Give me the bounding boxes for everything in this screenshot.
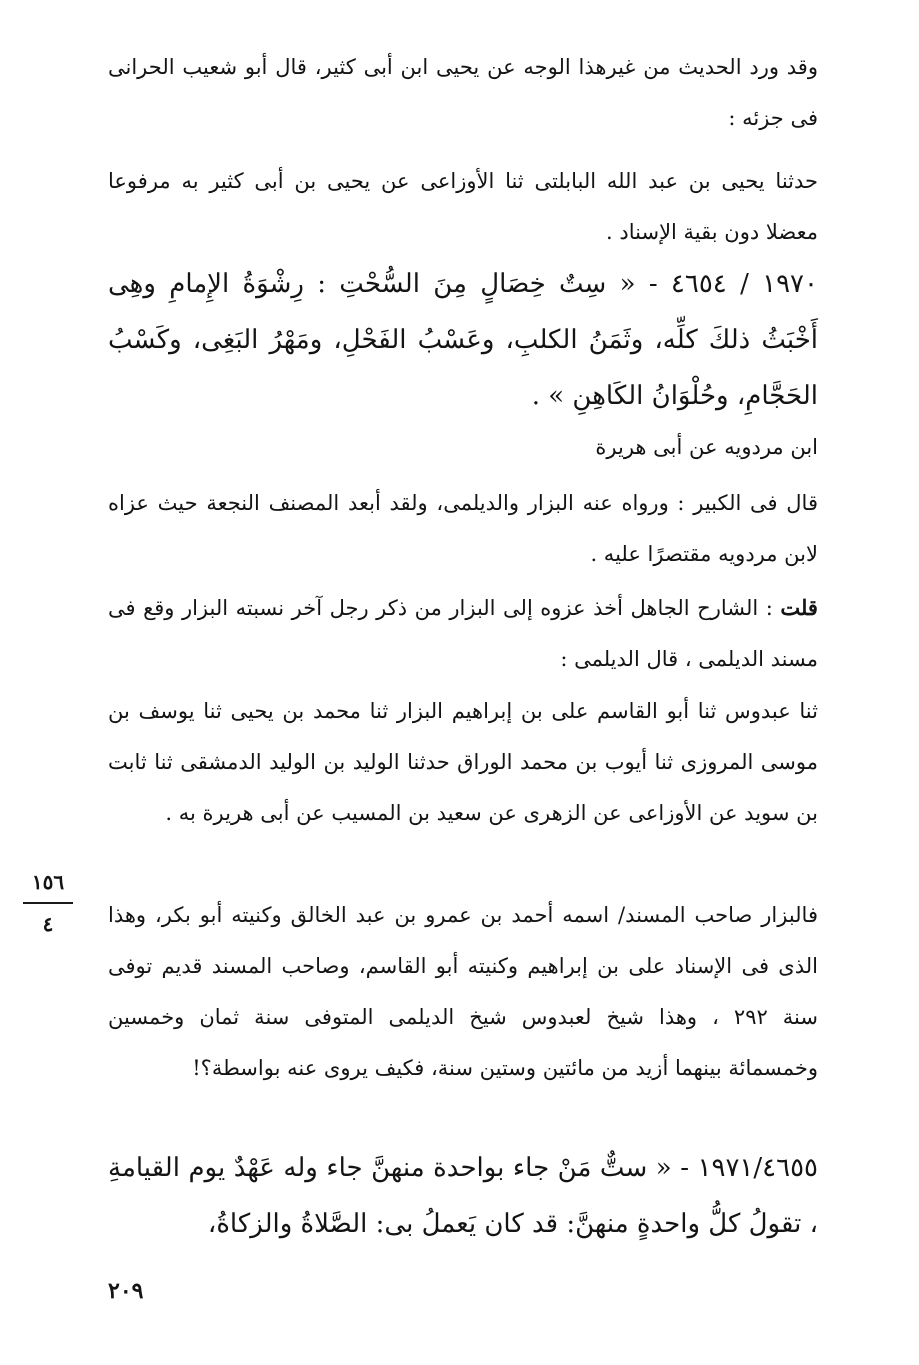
paragraph-chain-1: حدثنا يحيى بن عبد الله البابلتى ثنا الأوزاعى عن يحيى بن أبى كثير به مرفوعا معضلا دون بقية الإسناد . bbox=[108, 169, 818, 244]
page-number: ٢٠٩ bbox=[108, 1278, 144, 1304]
paragraph-kabir: قال فى الكبير : ورواه عنه البزار والديلمى، ولقد أبعد المصنف النجعة حيث عزاه لابن مردويه مقتصرًا عليه . bbox=[108, 491, 818, 566]
text-column bbox=[108, 0, 818, 1365]
hadith-1971: ١٩٧١/٤٦٥٥ - « ستٌّ مَنْ جاء بواحدة منهنَّ جاء وله عَهْدٌ يوم القيامةِ ، تقولُ كلُّ واحدةٍ منهنَّ: قد كان يَعملُ بى: الصَّلاةُ والزكاةُ، bbox=[108, 1153, 818, 1239]
qultu-lead: قلت bbox=[780, 595, 818, 620]
qultu-text: : الشارح الجاهل أخذ عزوه إلى البزار من ذكر رجل آخر نسبته البزار وقع فى مسند الديلمى ، قال الديلمى : bbox=[108, 596, 818, 671]
hadith-1970: ١٩٧٠ / ٤٦٥٤ - « سِتٌ خِصَالٍ مِنَ السُّحْتِ : رِشْوَةُ الإِمامِ وهِى أَخْبَثُ ذلكَ كلِّه، وثَمَنُ الكلبِ، وعَسْبُ الفَحْلِ، ومَهْرُ البَغِى، وكَسْبُ الحَجَّامِ، وحُلْوَانُ الكَاهِنِ » . bbox=[108, 269, 818, 411]
paragraph-bazzar: فالبزار صاحب المسند/ اسمه أحمد بن عمرو بن عبد الخالق وكنيته أبو بكر، وهذا الذى فى الإسناد على بن إبراهيم وكنيته أبو القاسم، وصاحب المسند قديم توفى سنة ٢٩٢ ، وهذا شيخ لعبدوس شيخ الديلمى المتوفى سنة ثمان وخمسين وخمسمائة بينهما أزيد من مائتين وستين سنة، فكيف يروى عنه بواسطة؟! bbox=[108, 903, 818, 1080]
margin-reference-bottom: ٤ bbox=[42, 912, 54, 936]
margin-reference-top: ١٥٦ bbox=[31, 870, 65, 894]
margin-reference bbox=[20, 868, 76, 938]
paragraph-intro: وقد ورد الحديث من غيرهذا الوجه عن يحيى ابن أبى كثير، قال أبو شعيب الحرانى فى جزئه : bbox=[108, 55, 818, 130]
hadith-source: ابن مردويه عن أبى هريرة bbox=[595, 435, 818, 459]
paragraph-isnad: ثنا عبدوس ثنا أبو القاسم على بن إبراهيم البزار ثنا محمد بن يحيى ثنا يوسف بن موسى المروزى ثنا أيوب بن محمد الوراق حدثنا الوليد بن الوليد الدمشقى ثنا ثابت بن سويد عن الأوزاعى عن الزهرى عن سعيد بن المسيب عن أبى هريرة به . bbox=[108, 699, 818, 825]
margin-reference-rule bbox=[23, 902, 73, 904]
paragraph-qultu bbox=[108, 582, 818, 685]
